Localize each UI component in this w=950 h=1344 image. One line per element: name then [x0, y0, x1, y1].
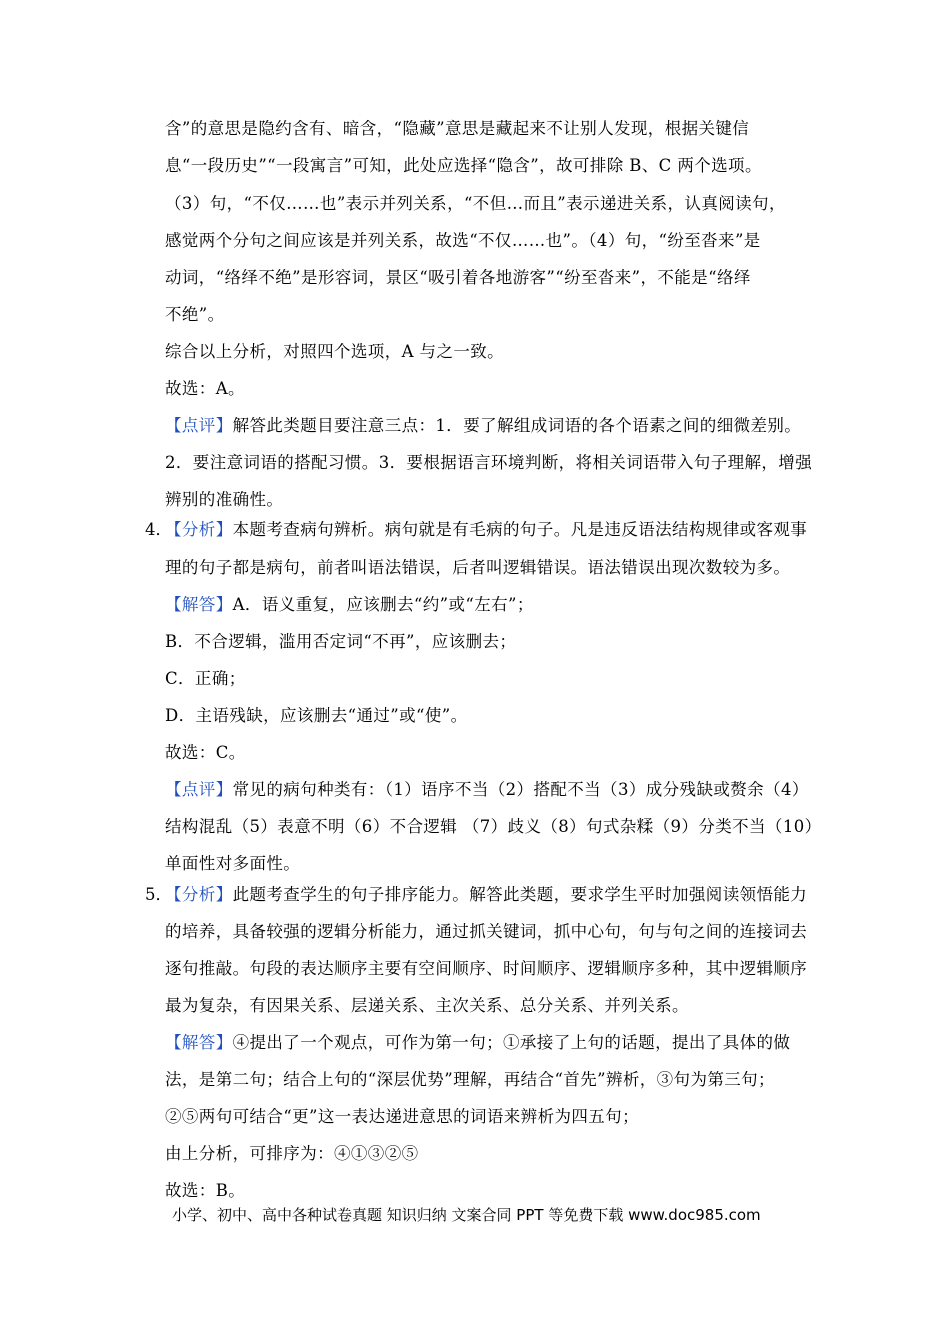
s3-line-3: （3）句，“不仅……也”表示并列关系，“不但…而且”表示递进关系，认真阅读句， — [165, 194, 786, 213]
s3-line-4: 感觉两个分句之间应该是并列关系，故选“不仅……也”。（4）句，“纷至沓来”是 — [165, 231, 761, 250]
q5-number: 5． — [145, 885, 172, 904]
s3-line-6: 不绝”。 — [165, 305, 225, 324]
analysis-tag: 【分析】 — [165, 520, 233, 539]
q4-comment-line-3: 单面性对多面性。 — [165, 854, 301, 873]
q5-choice: 故选：B。 — [165, 1181, 246, 1200]
s3-comment-line-3: 辨别的准确性。 — [165, 490, 284, 509]
q4-choice: 故选：C。 — [165, 743, 246, 762]
comment-tag: 【点评】 — [165, 780, 233, 799]
q4-answer-line-a — [165, 595, 534, 615]
q5-answer-line-3: ②⑤两句可结合“更”这一表达递进意思的词语来辨析为四五句； — [165, 1107, 639, 1126]
s3-line-1: 含”的意思是隐约含有、暗含，“隐藏”意思是藏起来不让别人发现，根据关键信 — [165, 119, 750, 138]
q5-answer-line-2: 法，是第二句；结合上句的“深层优势”理解，再结合“首先”辨析，③句为第三句； — [165, 1070, 775, 1089]
analysis-text: 此题考查学生的句子排序能力。解答此类题，要求学生平时加强阅读领悟能力 — [232, 885, 808, 904]
answer-tag: 【解答】 — [165, 1033, 233, 1052]
footer-download-text: 小学、初中、高中各种试卷真题 知识归纳 文案合同 PPT 等免费下载 www.doc985.com — [172, 1206, 761, 1224]
comment-text: 常见的病句种类有：（1）语序不当（2）搭配不当（3）成分残缺或赘余（4） — [232, 780, 809, 799]
q5-analysis-line-2: 的培养，具备较强的逻辑分析能力，通过抓关键词，抓中心句，句与句之间的连接词去 — [165, 922, 808, 941]
q5-analysis-line-3: 逐句推敲。句段的表达顺序主要有空间顺序、时间顺序、逻辑顺序多种，其中逻辑顺序 — [165, 959, 808, 978]
analysis-tag: 【分析】 — [165, 885, 233, 904]
answer-text: ④提出了一个观点，可作为第一句；①承接了上句的话题，提出了具体的做 — [232, 1033, 791, 1052]
q5-answer-line-1 — [165, 1033, 790, 1053]
analysis-text: 本题考查病句辨析。病句就是有毛病的句子。凡是违反语法结构规律或客观事 — [232, 520, 808, 539]
comment-text: 解答此类题目要注意三点：1．要了解组成词语的各个语素之间的细微差别。 — [232, 416, 802, 435]
q4-analysis-line-2: 理的句子都是病句，前者叫语法错误，后者叫逻辑错误。语法错误出现次数较为多。 — [165, 558, 791, 577]
q4-answer-line-d: D．主语残缺，应该删去“通过”或“使”。 — [165, 706, 468, 725]
q4-answer-line-c: C．正确； — [165, 669, 246, 688]
q5-analysis-line-4: 最为复杂，有因果关系、层递关系、主次关系、总分关系、并列关系。 — [165, 996, 689, 1015]
answer-text: A．语义重复，应该删去“约”或“左右”； — [232, 595, 534, 614]
q4-comment-line-1 — [165, 780, 809, 800]
answer-tag: 【解答】 — [165, 595, 233, 614]
s3-line-7: 综合以上分析，对照四个选项，A 与之一致。 — [165, 342, 505, 361]
q4-answer-line-b: B．不合逻辑，滥用否定词“不再”，应该删去； — [165, 632, 517, 651]
q5-analysis-line-1 — [165, 885, 807, 905]
s3-choice: 故选：A。 — [165, 379, 245, 398]
s3-comment-line-2: 2．要注意词语的搭配习惯。3．要根据语言环境判断，将相关词语带入句子理解，增强 — [165, 453, 813, 472]
s3-comment-line-1 — [165, 416, 801, 436]
q4-comment-line-2: 结构混乱（5）表意不明（6）不合逻辑 （7）歧义（8）句式杂糅（9）分类不当（10） — [165, 817, 822, 836]
q4-analysis-line-1 — [165, 520, 807, 540]
s3-line-2: 息“一段历史”“一段寓言”可知，此处应选择“隐含”，故可排除 B、C 两个选项。 — [165, 156, 762, 175]
comment-tag: 【点评】 — [165, 416, 233, 435]
q5-order: 由上分析，可排序为：④①③②⑤ — [165, 1144, 419, 1163]
q4-number: 4． — [145, 520, 172, 539]
s3-line-5: 动词，“络绎不绝”是形容词，景区“吸引着各地游客”“纷至沓来”，不能是“络绎 — [165, 268, 751, 287]
